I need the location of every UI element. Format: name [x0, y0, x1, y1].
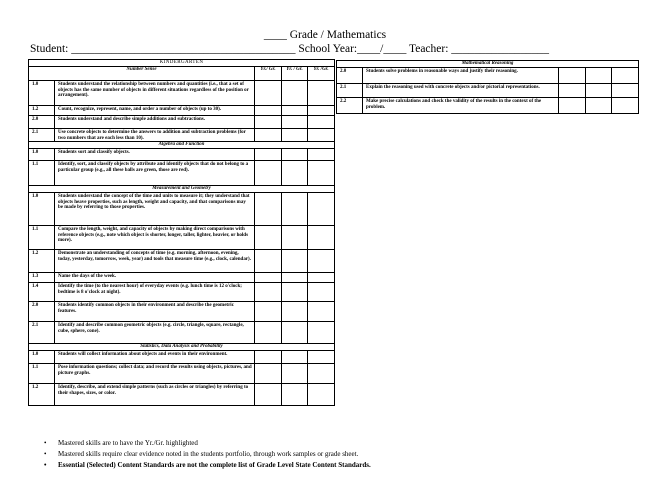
student-info-line: [30, 43, 640, 56]
standard-code: 1.1: [29, 161, 55, 186]
right-table-heading: Mathematical Reasoning: [337, 61, 639, 68]
standard-code: 1.3: [29, 273, 55, 283]
standard-description: Students sort and classify objects.: [55, 149, 255, 161]
standard-code: 2.1: [29, 322, 55, 344]
standard-row: [29, 129, 335, 142]
mastery-checkbox-cell[interactable]: [308, 283, 335, 302]
standard-description: Pose information questions; collect data; and record the results using objects, pictures, and picture graphs.: [55, 364, 255, 384]
mastery-checkbox-cell[interactable]: [308, 81, 335, 106]
school-year-slash: /: [380, 43, 384, 55]
mastery-checkbox-cell[interactable]: [282, 226, 308, 250]
section-title: Statistics, Data Analysis and Probability: [29, 344, 335, 351]
standard-code: 1.0: [29, 149, 55, 161]
standard-description: Students understand the concept of the time and units to measure it; they understand that objects heave properties, such as length, weight and capacity, and that comparisons may be made by referring to those properties.: [55, 193, 255, 226]
standard-row: [337, 84, 639, 98]
mastery-checkbox-cell[interactable]: [308, 302, 335, 322]
mastery-checkbox-cell[interactable]: [308, 273, 335, 283]
school-year-blank-start[interactable]: ____: [357, 43, 381, 55]
standard-description: Identify and describe common geometric objects (e.g. circle, triangle, square, rectangle, cube, sphere, cone).: [55, 322, 255, 344]
standard-description: Students identify common objects in their environment and describe the geometric features.: [55, 302, 255, 322]
mastery-checkbox-cell[interactable]: [282, 129, 308, 142]
mastery-checkbox-cell[interactable]: [282, 193, 308, 226]
standard-code: 1.0: [29, 81, 55, 106]
mastery-checkbox-cell[interactable]: [308, 351, 335, 364]
standard-description: Identify, describe, and extend simple patterns (such as circles or triangles) by referring to their shapes, sizes, or color.: [55, 384, 255, 406]
mastery-checkbox-cell[interactable]: [308, 226, 335, 250]
standard-code: 1.0: [29, 351, 55, 364]
standard-code: 2.0: [29, 116, 55, 129]
standard-code: 1.2: [29, 250, 55, 273]
mastery-checkbox-cell[interactable]: [612, 84, 639, 98]
mastery-checkbox-cell[interactable]: [282, 106, 308, 116]
standard-row: [29, 116, 335, 129]
standard-code: 1.0: [29, 193, 55, 226]
mastery-checkbox-cell[interactable]: [282, 283, 308, 302]
standard-row: [29, 149, 335, 161]
standard-description: Use concrete objects to determine the answers to addition and subtraction problems (for two numbers that are each less than 10).: [55, 129, 255, 142]
mastery-checkbox-cell[interactable]: [308, 149, 335, 161]
mastery-checkbox-cell[interactable]: [255, 116, 282, 129]
footer-notes: [44, 438, 644, 471]
table-heading: KINDERGARTEN: [29, 60, 335, 67]
standard-description: Count, recognize, represent, name, and order a number of objects (up to 30).: [55, 106, 255, 116]
mastery-checkbox-cell[interactable]: [612, 68, 639, 84]
mastery-checkbox-cell[interactable]: [308, 161, 335, 186]
year-grade-column-header: Yr./ Gr.: [255, 67, 282, 81]
year-grade-column-header: Yr. /Gr.: [308, 67, 335, 81]
mastery-checkbox-cell[interactable]: [282, 273, 308, 283]
standard-row: [29, 364, 335, 384]
year-grade-column-header: Yr. / Gr.: [282, 67, 308, 81]
mastery-checkbox-cell[interactable]: [308, 193, 335, 226]
standard-code: 2.0: [29, 302, 55, 322]
standard-row: [29, 351, 335, 364]
standard-row: [29, 226, 335, 250]
mastery-checkbox-cell[interactable]: [586, 68, 612, 84]
standard-code: 2.2: [337, 98, 363, 114]
mastery-checkbox-cell[interactable]: [282, 302, 308, 322]
section-title: Algebra and Function: [29, 142, 335, 149]
standard-description: Explain the reasoning used with concrete objects and/or pictorial representations.: [363, 84, 559, 98]
standard-code: 1.1: [29, 364, 55, 384]
mastery-checkbox-cell[interactable]: [255, 364, 282, 384]
school-year-blank-end[interactable]: ____: [383, 43, 407, 55]
standard-description: Identify the time (to the nearest hour) of everyday events (e.g. lunch time is 12 o'clock; bedtime is 8 o'clock at night).: [55, 283, 255, 302]
mastery-checkbox-cell[interactable]: [255, 302, 282, 322]
standard-description: Identify, sort, and classify objects by attribute and identify objects that do not belong to a particular group (e.g., all these balls are green, those are red).: [55, 161, 255, 186]
mathematical-reasoning-table: [336, 60, 639, 114]
section-header-row: [29, 67, 335, 81]
standard-description: Make precise calculations and check the validity of the results in the context of the problem.: [363, 98, 559, 114]
kindergarten-standards-table: [28, 59, 335, 406]
footer-note: • Mastered skills are to have the Yr./Gr. highlighted: [44, 438, 644, 449]
mastery-checkbox-cell[interactable]: [559, 68, 586, 84]
mastery-checkbox-cell[interactable]: [308, 250, 335, 273]
mastery-checkbox-cell[interactable]: [282, 364, 308, 384]
mastery-checkbox-cell[interactable]: [255, 149, 282, 161]
page-title: [0, 29, 650, 42]
standard-description: Students solve problems in reasonable ways and justify their reasoning.: [363, 68, 559, 84]
footer-note: • Mastered skills require clear evidence noted in the students portfolio, through work samples or grade sheet.: [44, 449, 644, 460]
mastery-checkbox-cell[interactable]: [282, 384, 308, 406]
mastery-checkbox-cell[interactable]: [282, 81, 308, 106]
standard-description: Demonstrate an understanding of concepts of time (e.g. morning, afternoon, evening, today, yesterday, tomorrow, week, year) and tools that measure time (e.g., clock, calendar).: [55, 250, 255, 273]
mastery-checkbox-cell[interactable]: [612, 98, 639, 114]
mastery-checkbox-cell[interactable]: [282, 116, 308, 129]
mastery-checkbox-cell[interactable]: [255, 106, 282, 116]
mastery-checkbox-cell[interactable]: [586, 98, 612, 114]
standard-description: Name the days of the week.: [55, 273, 255, 283]
mastery-checkbox-cell[interactable]: [255, 283, 282, 302]
standard-row: [29, 273, 335, 283]
section-title: Measurement and Geometry: [29, 186, 335, 193]
section-title: Number Sense: [29, 67, 255, 81]
school-year-label: School Year:: [298, 43, 358, 55]
mastery-checkbox-cell[interactable]: [586, 84, 612, 98]
student-label: Student:: [30, 43, 69, 55]
standard-description: Students understand the relationship between numbers and quantities (i.e., that a set of objects has the same number of objects in different situations regardless of the position or arrangement).: [55, 81, 255, 106]
standard-description: Students will collect information about objects and events in their environment.: [55, 351, 255, 364]
footer-note: • Essential (Selected) Content Standards are not the complete list of Grade Level State Content Standards.: [44, 460, 644, 471]
section-header-row: [29, 142, 335, 149]
standard-row: [29, 161, 335, 186]
mastery-checkbox-cell[interactable]: [255, 193, 282, 226]
standard-row: [337, 68, 639, 84]
mastery-checkbox-cell[interactable]: [255, 273, 282, 283]
standard-row: [29, 283, 335, 302]
mastery-checkbox-cell[interactable]: [282, 322, 308, 344]
section-header-row: [29, 186, 335, 193]
mastery-checkbox-cell[interactable]: [255, 129, 282, 142]
standard-code: 2.0: [337, 68, 363, 84]
mastery-checkbox-cell[interactable]: [308, 129, 335, 142]
teacher-blank[interactable]: _________________: [451, 43, 550, 55]
standard-row: [337, 98, 639, 114]
mastery-checkbox-cell[interactable]: [308, 116, 335, 129]
mastery-checkbox-cell[interactable]: [559, 84, 586, 98]
mastery-checkbox-cell[interactable]: [255, 161, 282, 186]
teacher-label: Teacher:: [409, 43, 449, 55]
mastery-checkbox-cell[interactable]: [282, 149, 308, 161]
standard-code: 2.1: [337, 84, 363, 98]
standard-description: Compare the length, weight, and capacity of objects by making direct comparisons with reference objects (e.g., note which object is shorter, longer, taller, lighter, heavier, or holds more).: [55, 226, 255, 250]
grade-blank[interactable]: ____: [263, 29, 287, 41]
title-text: Grade / Mathematics: [289, 29, 387, 41]
mastery-checkbox-cell[interactable]: [255, 81, 282, 106]
standard-row: [29, 250, 335, 273]
mastery-checkbox-cell[interactable]: [255, 226, 282, 250]
mastery-checkbox-cell[interactable]: [308, 364, 335, 384]
mastery-checkbox-cell[interactable]: [308, 106, 335, 116]
mastery-checkbox-cell[interactable]: [559, 98, 586, 114]
standard-code: 2.1: [29, 129, 55, 142]
standard-row: [29, 193, 335, 226]
standard-row: [29, 322, 335, 344]
mastery-checkbox-cell[interactable]: [308, 322, 335, 344]
standard-row: [29, 81, 335, 106]
mastery-checkbox-cell[interactable]: [255, 322, 282, 344]
standard-code: 1.4: [29, 283, 55, 302]
standard-row: [29, 384, 335, 406]
mastery-checkbox-cell[interactable]: [308, 384, 335, 406]
standard-code: 1.2: [29, 106, 55, 116]
standard-code: 1.2: [29, 384, 55, 406]
standard-row: [29, 106, 335, 116]
mastery-checkbox-cell[interactable]: [282, 250, 308, 273]
standard-code: 1.1: [29, 226, 55, 250]
student-blank[interactable]: _______________________________________: [71, 43, 296, 55]
mastery-checkbox-cell[interactable]: [255, 351, 282, 364]
section-header-row: [29, 344, 335, 351]
mastery-checkbox-cell[interactable]: [282, 161, 308, 186]
mastery-checkbox-cell[interactable]: [282, 351, 308, 364]
mastery-checkbox-cell[interactable]: [255, 384, 282, 406]
mastery-checkbox-cell[interactable]: [255, 250, 282, 273]
standard-description: Students understand and describe simple additions and subtractions.: [55, 116, 255, 129]
standard-row: [29, 302, 335, 322]
